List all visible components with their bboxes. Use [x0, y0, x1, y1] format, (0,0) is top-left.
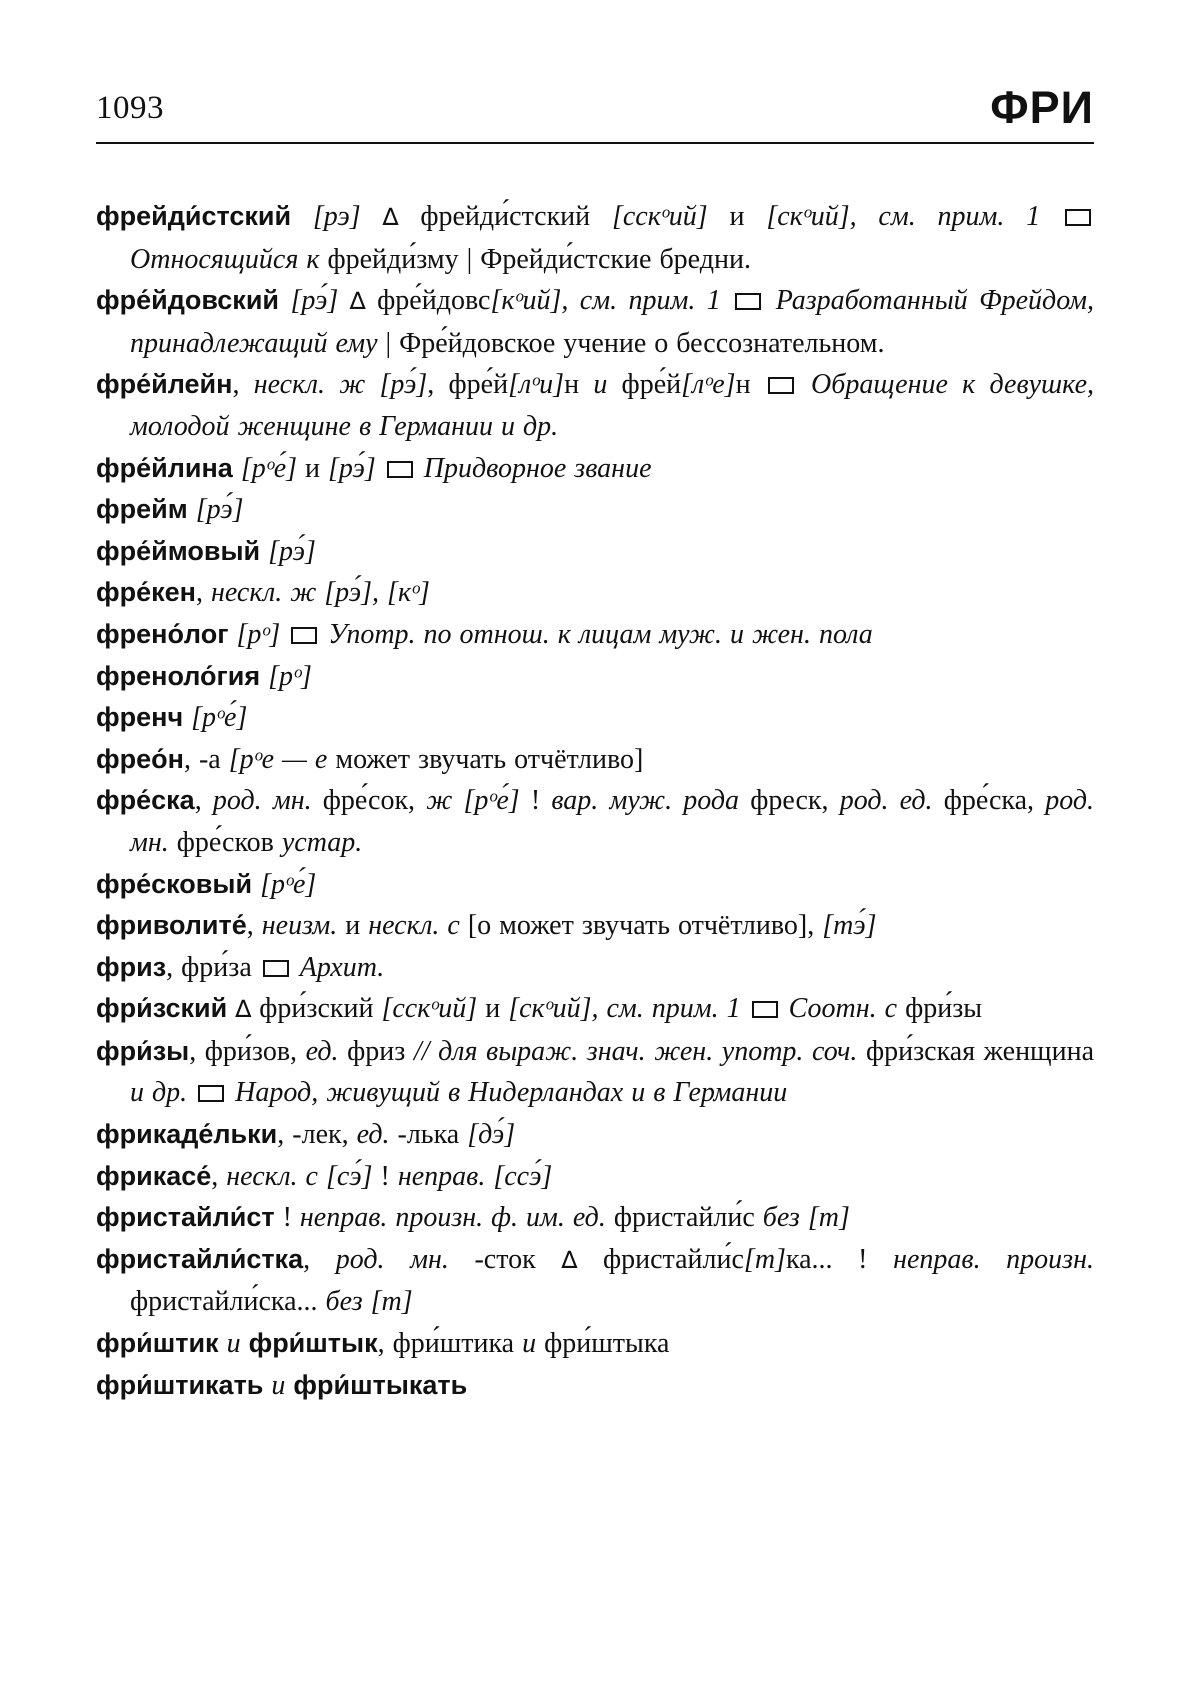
- entry-text: Относящийся к: [130, 243, 320, 275]
- definition-box-icon: [1065, 209, 1091, 226]
- entry-headword: фриволите́: [96, 910, 247, 941]
- entry-text: [260, 536, 268, 567]
- entry-text: [лᵒе]: [681, 369, 736, 401]
- entry-text: | Фре́йдовское учение о бессознательном.: [377, 327, 885, 359]
- entry-text: нескл. ж [рэ́], [кᵒ]: [210, 577, 430, 609]
- dictionary-entry: [96, 280, 1094, 364]
- entry-text: и: [477, 993, 509, 1025]
- entry-text: [280, 619, 288, 650]
- entry-text: фри́зский: [251, 993, 382, 1025]
- entry-text: Употр. по отнош. к лицам муж. и жен. пола: [328, 618, 873, 650]
- definition-box-icon: [768, 377, 794, 394]
- entry-headword: фри́штыкать: [293, 1369, 468, 1400]
- entry-text: , фри́за: [166, 951, 260, 983]
- entry-text: н: [564, 369, 594, 401]
- entry-text: [рᵒе́]: [191, 702, 248, 734]
- entry-text: [рᵒе — е: [228, 743, 328, 775]
- entry-text: фрейди́зму | Фрейди́стские бредни.: [319, 243, 751, 275]
- entry-text: ед.: [305, 1035, 339, 1067]
- entry-text: фри́штыка: [536, 1328, 670, 1360]
- entry-text: [рэ]: [312, 201, 361, 232]
- entry-text: фре́сков: [168, 826, 282, 858]
- entry-text: [219, 1328, 227, 1359]
- entry-text: [416, 453, 424, 484]
- entry-text: [797, 369, 811, 400]
- dictionary-entry: [96, 364, 1094, 447]
- entry-text: и: [271, 1369, 286, 1401]
- entry-text: !: [372, 1160, 398, 1192]
- dictionary-entry: [96, 988, 1094, 1031]
- entry-text: и: [337, 910, 369, 942]
- dictionary-entry: [96, 572, 1094, 614]
- entry-text: род. ед.: [839, 785, 933, 817]
- entry-headword: фри́штык: [248, 1328, 378, 1359]
- definition-box-icon: [291, 627, 317, 644]
- entry-text: !: [274, 1202, 300, 1234]
- entry-text: фре́сок,: [311, 785, 427, 817]
- entry-text: фристайли́с: [605, 1202, 763, 1234]
- triangle-icon: ∆: [235, 995, 252, 1024]
- entry-text: [рᵒе́]: [260, 868, 317, 900]
- page-header: [96, 82, 1094, 144]
- entry-text: ,: [194, 785, 213, 817]
- entry-text: [188, 494, 196, 525]
- entry-text: без [т]: [762, 1202, 850, 1234]
- dictionary-entry: [96, 531, 1094, 573]
- page-number: 1093: [96, 90, 164, 126]
- dictionary-entry: [96, 1114, 1094, 1156]
- entry-text: род. мн.: [212, 785, 312, 817]
- entry-headword: фрикасе́: [96, 1160, 212, 1191]
- entry-text: род. мн.: [335, 1243, 449, 1275]
- entry-text: [338, 285, 349, 316]
- entry-text: [279, 285, 290, 316]
- entry-text: [227, 993, 235, 1024]
- entry-headword: френо́лог: [96, 618, 229, 649]
- entry-text: [скᵒий], см. прим. 1: [508, 993, 741, 1025]
- entry-text: фре́й: [607, 369, 682, 401]
- entry-text: устар.: [281, 826, 363, 858]
- entry-headword: фристайли́стка: [96, 1243, 304, 1274]
- entry-text: Обращение к девушке, молодой женщине в Германии и др.: [130, 369, 1095, 442]
- entry-text: неправ. произн. ф. им. ед.: [299, 1202, 606, 1234]
- entry-text: [дэ́]: [467, 1119, 516, 1151]
- entry-text: [рᵒ]: [236, 618, 281, 650]
- entry-text: [рэ́]: [290, 285, 339, 317]
- entry-text: ,: [303, 1243, 336, 1275]
- definition-box-icon: [198, 1085, 224, 1102]
- entry-text: [241, 1328, 249, 1359]
- entry-text: н: [735, 369, 765, 401]
- entry-text: [361, 201, 383, 232]
- entry-headword: френч: [96, 702, 184, 733]
- entry-text: неправ. произн.: [893, 1243, 1094, 1275]
- entry-text: ж [рᵒе́]: [426, 785, 520, 817]
- dictionary-entry: [96, 1323, 1094, 1365]
- entry-headword: фрео́н: [96, 743, 184, 774]
- entry-text: [сскᵒий]: [611, 201, 708, 232]
- dictionary-entry: [96, 780, 1094, 863]
- triangle-icon: ∆: [382, 203, 399, 231]
- entry-text: [рэ́]: [328, 452, 376, 484]
- entry-text: Архит.: [299, 951, 385, 983]
- entry-text: !: [519, 785, 552, 817]
- entry-text: фриз: [338, 1035, 414, 1067]
- entry-text: [рэ́]: [268, 535, 316, 567]
- entry-text: [лᵒи]: [508, 369, 565, 401]
- entry-text: фрейди́стский: [398, 201, 612, 232]
- dictionary-entry: [96, 196, 1094, 280]
- entry-text: и др.: [130, 1077, 188, 1109]
- dictionary-entry: [96, 1031, 1094, 1114]
- entry-text: и: [593, 369, 608, 401]
- dictionary-entry: [96, 864, 1094, 906]
- entry-text: ,: [195, 577, 211, 609]
- entry-headword: фре́йлейн: [96, 369, 233, 400]
- definition-box-icon: [752, 1001, 778, 1018]
- dictionary-entry: [96, 697, 1094, 739]
- entry-text: ка... !: [785, 1243, 894, 1275]
- entry-text: // для выраж. знач. жен. употр. соч.: [413, 1035, 858, 1067]
- entry-text: [764, 285, 775, 316]
- entry-text: [187, 1077, 195, 1108]
- entry-text: [741, 993, 749, 1024]
- entry-text: вар. муж. рода: [551, 785, 740, 817]
- entry-headword: френоло́гия: [96, 660, 261, 691]
- entry-text: нескл. с [сэ́]: [226, 1160, 373, 1192]
- entry-headword: фри́зский: [96, 993, 228, 1024]
- entry-headword: фрикаде́льки: [96, 1119, 278, 1150]
- entry-text: нескл. с: [368, 910, 460, 942]
- entry-text: [252, 869, 260, 900]
- entry-text: фристайли́ска...: [130, 1286, 326, 1318]
- entry-text: [сскᵒий]: [381, 993, 478, 1025]
- entry-headword: фре́кен: [96, 577, 196, 608]
- entry-text: [1040, 201, 1062, 232]
- entry-headword: фре́йдовский: [96, 285, 280, 316]
- entry-headword: фри́штик: [96, 1328, 219, 1359]
- entry-text: , фри́штика: [377, 1328, 523, 1360]
- entry-text: -сток: [448, 1243, 562, 1275]
- entry-text: род. мн.: [130, 785, 1094, 858]
- entry-text: [183, 702, 191, 733]
- entry-text: [рᵒ]: [268, 660, 312, 692]
- dictionary-entry: [96, 489, 1094, 531]
- entry-text: ,: [211, 1160, 227, 1192]
- entry-text: фри́зская женщина: [857, 1035, 1095, 1067]
- running-head: ФРИ: [990, 82, 1094, 133]
- entry-text: фре́йдовс: [365, 285, 491, 317]
- entry-headword: фре́йлина: [96, 452, 233, 483]
- dictionary-entry: [96, 947, 1094, 989]
- entry-headword: фре́сковый: [96, 868, 253, 899]
- entry-text: [721, 285, 732, 316]
- entry-text: ,: [246, 910, 262, 942]
- entry-text: фри́зы: [897, 993, 983, 1025]
- entry-text: Соотн. с: [788, 993, 898, 1025]
- entry-text: неизм.: [261, 910, 338, 942]
- entry-headword: фрейди́стский: [96, 201, 292, 231]
- entry-text: [рᵒе́]: [240, 452, 298, 484]
- entry-headword: фри́штикать: [96, 1369, 264, 1400]
- dictionary-entry: [96, 1239, 1094, 1323]
- entry-text: фристайли́с: [577, 1243, 744, 1275]
- entry-text: и: [522, 1328, 537, 1360]
- entry-text: [скᵒий], см. прим. 1: [766, 201, 1041, 232]
- dictionary-entry: [96, 905, 1094, 947]
- dictionary-entry: [96, 656, 1094, 698]
- triangle-icon: ∆: [561, 1245, 578, 1274]
- entry-text: может звучать отчётливо]: [327, 743, 644, 775]
- entry-text: Придворное звание: [423, 452, 652, 484]
- dictionary-entry: [96, 1197, 1094, 1239]
- entry-headword: фри́зы: [96, 1035, 190, 1066]
- entry-text: без [т]: [325, 1286, 413, 1318]
- entry-text: , -лек,: [277, 1119, 357, 1151]
- entry-text: [кᵒий], см. прим. 1: [490, 285, 721, 317]
- entry-text: [233, 453, 241, 484]
- entry-text: ед.: [356, 1119, 390, 1151]
- entry-text: [292, 952, 300, 983]
- definition-box-icon: [387, 461, 413, 478]
- entry-headword: фрейм: [96, 494, 188, 525]
- entry-text: [тэ́]: [822, 910, 877, 942]
- entry-text: [227, 1077, 235, 1108]
- entry-headword: фристайли́ст: [96, 1202, 275, 1233]
- dictionary-entry: [96, 448, 1094, 490]
- entry-text: [291, 201, 313, 232]
- entry-text: фре́ска,: [932, 785, 1046, 817]
- dictionary-entry: [96, 1365, 1094, 1407]
- entry-text: и: [297, 452, 329, 484]
- entry-text: ,: [232, 369, 254, 401]
- entry-text: Разработанный Фрейдом, принадлежащий ему: [130, 285, 1095, 359]
- entry-text: [о может звучать отчётливо],: [459, 910, 823, 942]
- dictionary-entries: [96, 196, 1094, 1406]
- entry-text: , фре́й: [427, 369, 509, 401]
- dictionary-entry: [96, 614, 1094, 656]
- entry-text: Народ, живущий в Нидерландах и в Германии: [235, 1077, 788, 1109]
- entry-headword: фре́ска: [96, 785, 195, 816]
- dictionary-entry: [96, 1156, 1094, 1198]
- entry-text: и: [707, 201, 767, 232]
- triangle-icon: ∆: [349, 287, 366, 316]
- entry-text: [781, 993, 789, 1024]
- entry-text: [376, 453, 384, 484]
- entry-headword: фре́ймовый: [96, 535, 261, 566]
- entry-text: фреск,: [739, 785, 840, 817]
- definition-box-icon: [735, 293, 761, 310]
- entry-text: [260, 661, 268, 692]
- entry-text: нескл. ж [рэ́]: [253, 369, 428, 401]
- entry-text: неправ. [ссэ́]: [397, 1160, 553, 1192]
- entry-text: [рэ́]: [195, 494, 244, 526]
- entry-text: -лька: [389, 1119, 468, 1151]
- entry-text: и: [226, 1328, 241, 1360]
- entry-text: [т]: [743, 1243, 786, 1275]
- entry-text: , -а: [183, 743, 229, 775]
- dictionary-entry: [96, 739, 1094, 781]
- entry-headword: фриз: [96, 951, 167, 982]
- header-rule: [96, 142, 1094, 144]
- entry-text: , фри́зов,: [189, 1035, 306, 1067]
- definition-box-icon: [263, 960, 289, 977]
